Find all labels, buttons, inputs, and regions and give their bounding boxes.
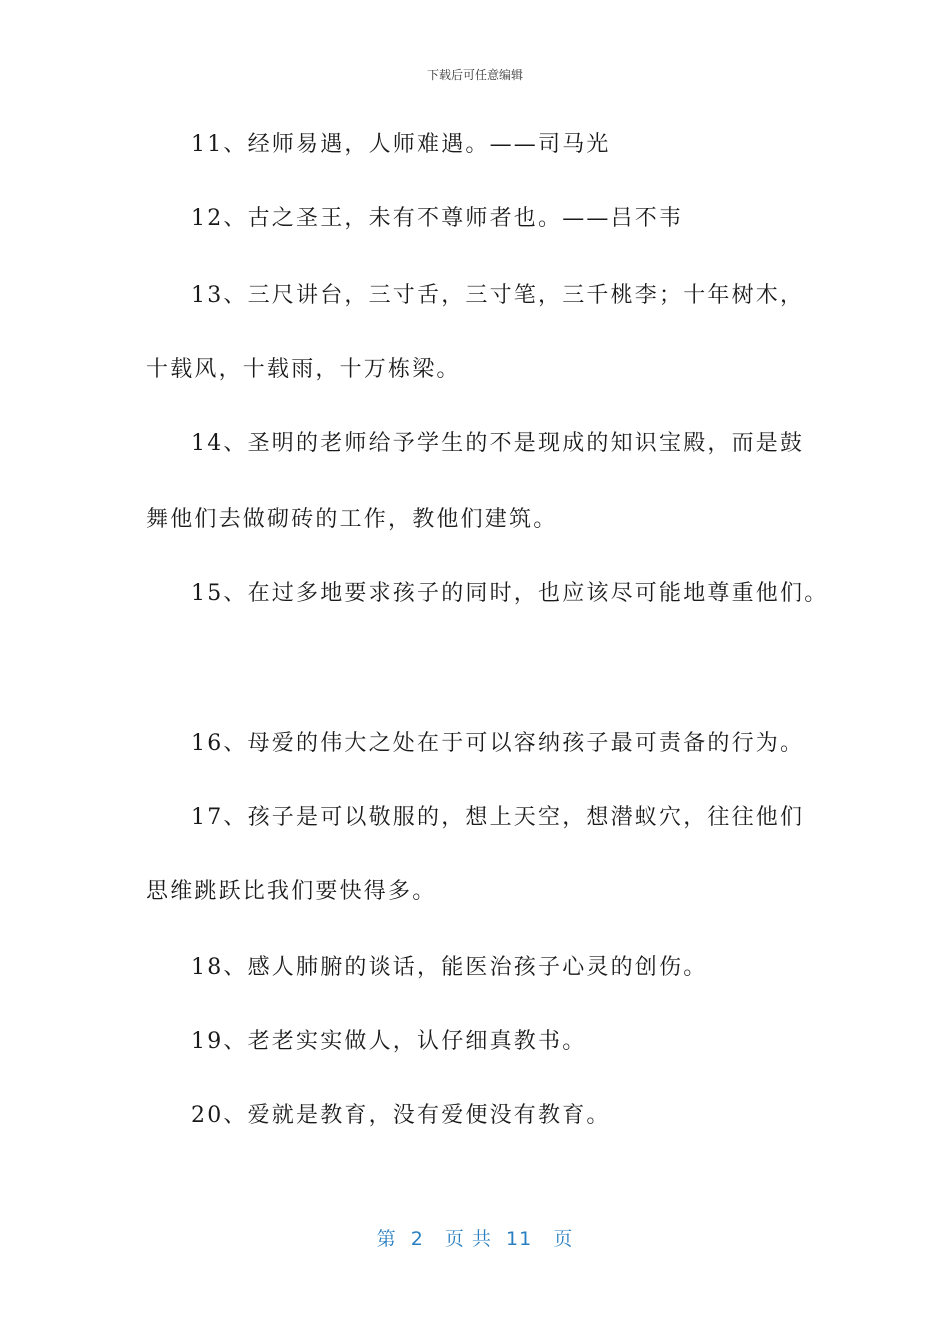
- quote-17-line-2: 思维跳跃比我们要快得多。: [146, 879, 437, 904]
- quote-20: 20、爱就是教育，没有爱便没有教育。: [191, 1103, 611, 1128]
- page-footer: 第 2 页 共 11 页: [376, 1228, 574, 1250]
- quote-18: 18、感人肺腑的谈话，能医治孩子心灵的创伤。: [191, 955, 708, 980]
- quote-14-line-1: 14、圣明的老师给予学生的不是现成的知识宝殿，而是鼓: [191, 431, 805, 456]
- quote-14-line-2: 舞他们去做砌砖的工作，教他们建筑。: [146, 507, 558, 532]
- quote-17-line-1: 17、孩子是可以敬服的，想上天空，想潜蚁穴，往往他们: [191, 805, 805, 830]
- quote-12: 12、古之圣王，未有不尊师者也。——吕不韦: [191, 206, 684, 231]
- quote-13-line-2: 十载风，十载雨，十万栋梁。: [146, 357, 461, 382]
- quote-11: 11、经师易遇，人师难遇。——司马光: [191, 132, 611, 157]
- quote-19: 19、老老实实做人，认仔细真教书。: [191, 1029, 587, 1054]
- quote-16: 16、母爱的伟大之处在于可以容纳孩子最可责备的行为。: [191, 731, 805, 756]
- quote-13-line-1: 13、三尺讲台，三寸舌，三寸笔，三千桃李；十年树木，: [191, 283, 805, 308]
- quote-15: 15、在过多地要求孩子的同时，也应该尽可能地尊重他们。: [191, 581, 829, 606]
- page-header: 下载后可任意编辑: [426, 68, 523, 82]
